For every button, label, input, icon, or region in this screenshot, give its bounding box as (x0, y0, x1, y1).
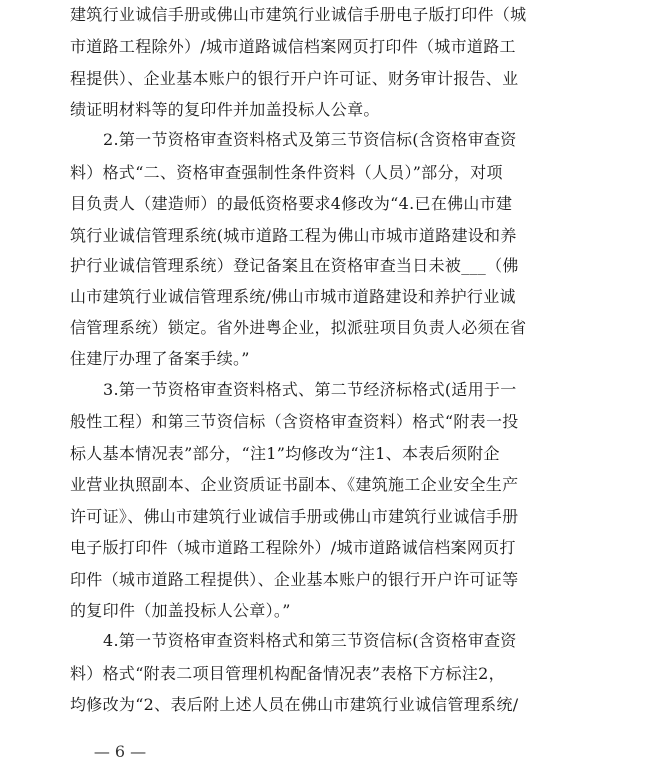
text-line: 山市建筑行业诚信管理系统/佛山市城市道路建设和养护行业诚 (70, 287, 516, 306)
text-line: 许可证》、佛山市建筑行业诚信手册或佛山市建筑行业诚信手册 (70, 507, 519, 526)
text-line: 3.第一节资格审查资料格式、第二节经济标格式(适用于一 (103, 380, 517, 399)
page-number: — 6 — (93, 742, 147, 761)
text-line: 的复印件（加盖投标人公章）。” (70, 601, 291, 620)
text-line: 般性工程）和第三节资信标（含资格审查资料）格式“附表一投 (70, 412, 519, 431)
text-line: 住建厅办理了备案手续。” (70, 349, 250, 368)
text-line: 绩证明材料等的复印件并加盖投标人公章。 (70, 100, 380, 119)
text-line: 建筑行业诚信手册或佛山市建筑行业诚信手册电子版打印件（城 (70, 5, 527, 24)
text-line: 2.第一节资格审查资料格式及第三节资信标(含资格审查资 (103, 130, 517, 149)
text-line: 筑行业诚信管理系统(城市道路工程为佛山市城市道路建设和养 (70, 226, 517, 245)
text-line: 标人基本情况表”部分，“注1”均修改为“注1、本表后须附企 (70, 444, 500, 463)
text-line: 信管理系统）锁定。省外进粤企业，拟派驻项目负责人必须在省 (70, 318, 527, 337)
text-line: 均修改为“2、表后附上述人员在佛山市建筑行业诚信管理系统/ (70, 695, 519, 714)
text-line: 料）格式“二、资格审查强制性条件资料（人员）”部分，对项 (70, 163, 503, 182)
text-line: 印件（城市道路工程提供）、企业基本账户的银行开户许可证等 (70, 570, 519, 589)
text-line: 料）格式“附表二项目管理机构配备情况表”表格下方标注2， (70, 664, 505, 683)
text-line: 电子版打印件（城市道路工程除外）/城市道路诚信档案网页打 (70, 538, 516, 557)
text-line: 4.第一节资格审查资料格式和第三节资信标(含资格审查资 (103, 631, 517, 650)
text-line: 市道路工程除外）/城市道路诚信档案网页打印件（城市道路工 (70, 37, 516, 56)
text-line: 目负责人（建造师）的最低资格要求4修改为“4.已在佛山市建 (70, 194, 513, 213)
text-line: 护行业诚信管理系统）登记备案且在资格审查当日未被___（佛 (70, 256, 519, 275)
text-line: 业营业执照副本、企业资质证书副本、《建筑施工企业安全生产 (70, 475, 519, 494)
text-line: 程提供）、企业基本账户的银行开户许可证、财务审计报告、业 (70, 69, 519, 88)
